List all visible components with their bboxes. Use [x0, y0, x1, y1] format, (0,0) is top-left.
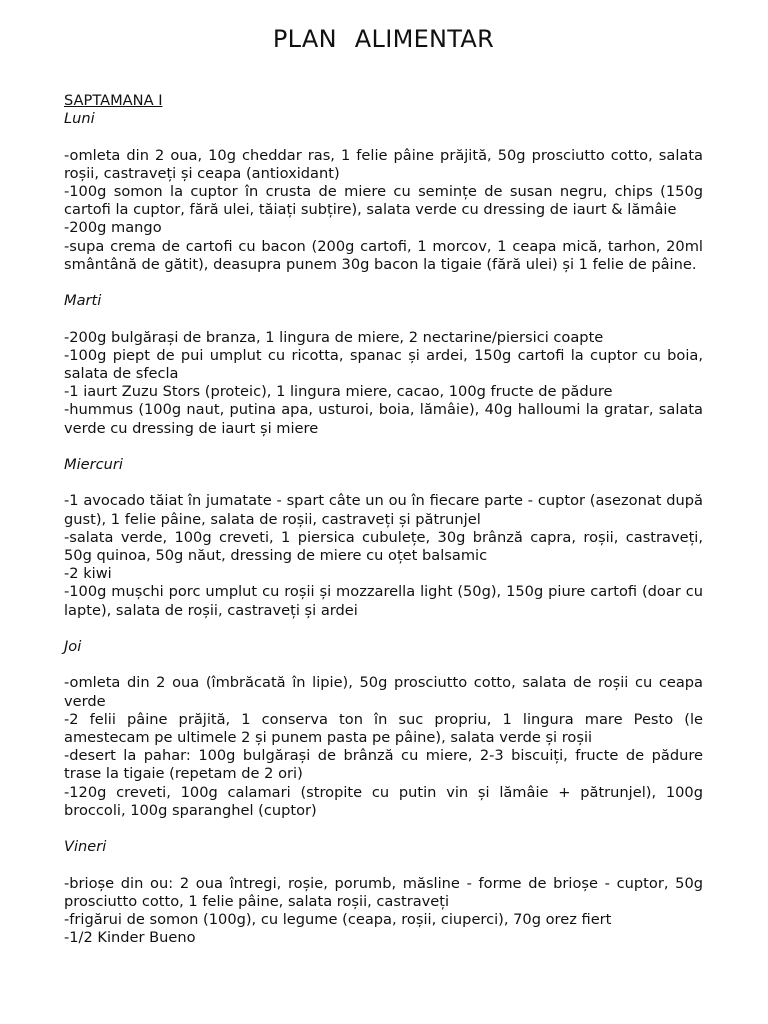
week-heading: SAPTAMANA I — [64, 92, 163, 109]
meal-item: -100g mușchi porc umplut cu roșii și mozzarella light (50g), 150g piure cartofi (doar cu lapte), salata de roșii, castraveți și ardei — [64, 583, 703, 619]
day-heading: Vineri — [64, 838, 107, 856]
spacer — [64, 274, 703, 292]
meal-item: -1/2 Kinder Bueno — [64, 929, 196, 947]
meal-item: -omleta din 2 oua, 10g cheddar ras, 1 felie pâine prăjită, 50g prosciutto cotto, salata roșii, castraveți și ceapa (antioxidant) — [64, 146, 703, 182]
day-heading: Luni — [64, 110, 95, 128]
meal-item: -hummus (100g naut, putina apa, usturoi, boia, lămâie), 40g halloumi la gratar, salata verde cu dressing de iaurt și miere — [64, 401, 703, 437]
meal-item: -200g mango — [64, 219, 162, 237]
meal-item: -2 felii pâine prăjită, 1 conserva ton în suc propriu, 1 lingura mare Pesto (le amestecam pe ultimele 2 și punem pasta pe pâine), salata verde și roșii — [64, 710, 703, 746]
meal-item: -salata verde, 100g creveti, 1 piersica cubulețe, 30g brânză capra, roșii, castraveți, 50g quinoa, 50g năut, dressing de miere cu oțet balsamic — [64, 528, 703, 564]
spacer — [64, 820, 703, 838]
spacer — [64, 128, 703, 146]
day-heading: Joi — [64, 638, 82, 655]
meal-item: -supa crema de cartofi cu bacon (200g cartofi, 1 morcov, 1 ceapa mică, tarhon, 20ml smântână de gătit), deasupra punem 30g bacon la tigaie (fără ulei) și 1 felie de pâine. — [64, 237, 703, 273]
meal-item: -200g bulgărași de branza, 1 lingura de miere, 2 nectarine/piersici coapte — [64, 328, 604, 346]
meal-item: -1 avocado tăiat în jumatate - spart câte un ou în fiecare parte - cuptor (asezonat după gust), 1 felie pâine, salata de roșii, castraveți și pătrunjel — [64, 492, 703, 528]
meal-item: -frigărui de somon (100g), cu legume (ceapa, roșii, ciuperci), 70g orez fiert — [64, 911, 612, 928]
meal-item: -100g piept de pui umplut cu ricotta, spanac și ardei, 150g cartofi la cuptor cu boia, salata de sfecla — [64, 346, 703, 382]
page-title: PLAN ALIMENTAR — [272, 25, 495, 53]
spacer — [64, 856, 703, 874]
days-container — [64, 110, 703, 947]
meal-item: -100g somon la cuptor în crusta de miere cu semințe de susan negru, chips (150g cartofi la cuptor, fără ulei, tăiați subțire), salata verde cu dressing de iaurt & lămâie — [64, 183, 703, 219]
meal-item: -1 iaurt Zuzu Stors (proteic), 1 lingura miere, cacao, 100g fructe de pădure — [64, 383, 613, 401]
spacer — [64, 438, 703, 456]
meal-item: -desert la pahar: 100g bulgărași de brânză cu miere, 2-3 biscuiți, fructe de pădure trase la tigaie (repetam de 2 ori) — [64, 747, 703, 783]
day-heading: Marti — [64, 292, 102, 310]
meal-item: -brioșe din ou: 2 oua întregi, roșie, porumb, măsline - forme de brioșe - cuptor, 50g prosciutto cotto, 1 felie pâine, salata roșii, castraveți — [64, 874, 703, 910]
spacer — [64, 656, 703, 674]
meal-item: -120g creveti, 100g calamari (stropite cu putin vin și lămâie + pătrunjel), 100g broccoli, 100g sparanghel (cuptor) — [64, 783, 703, 819]
document-page — [64, 22, 703, 947]
day-heading: Miercuri — [64, 456, 123, 473]
spacer — [64, 474, 703, 492]
meal-item: -omleta din 2 oua (îmbrăcată în lipie), 50g prosciutto cotto, salata de roșii cu ceapa verde — [64, 674, 703, 710]
spacer — [64, 620, 703, 638]
meal-item: -2 kiwi — [64, 565, 112, 583]
spacer — [64, 310, 703, 328]
